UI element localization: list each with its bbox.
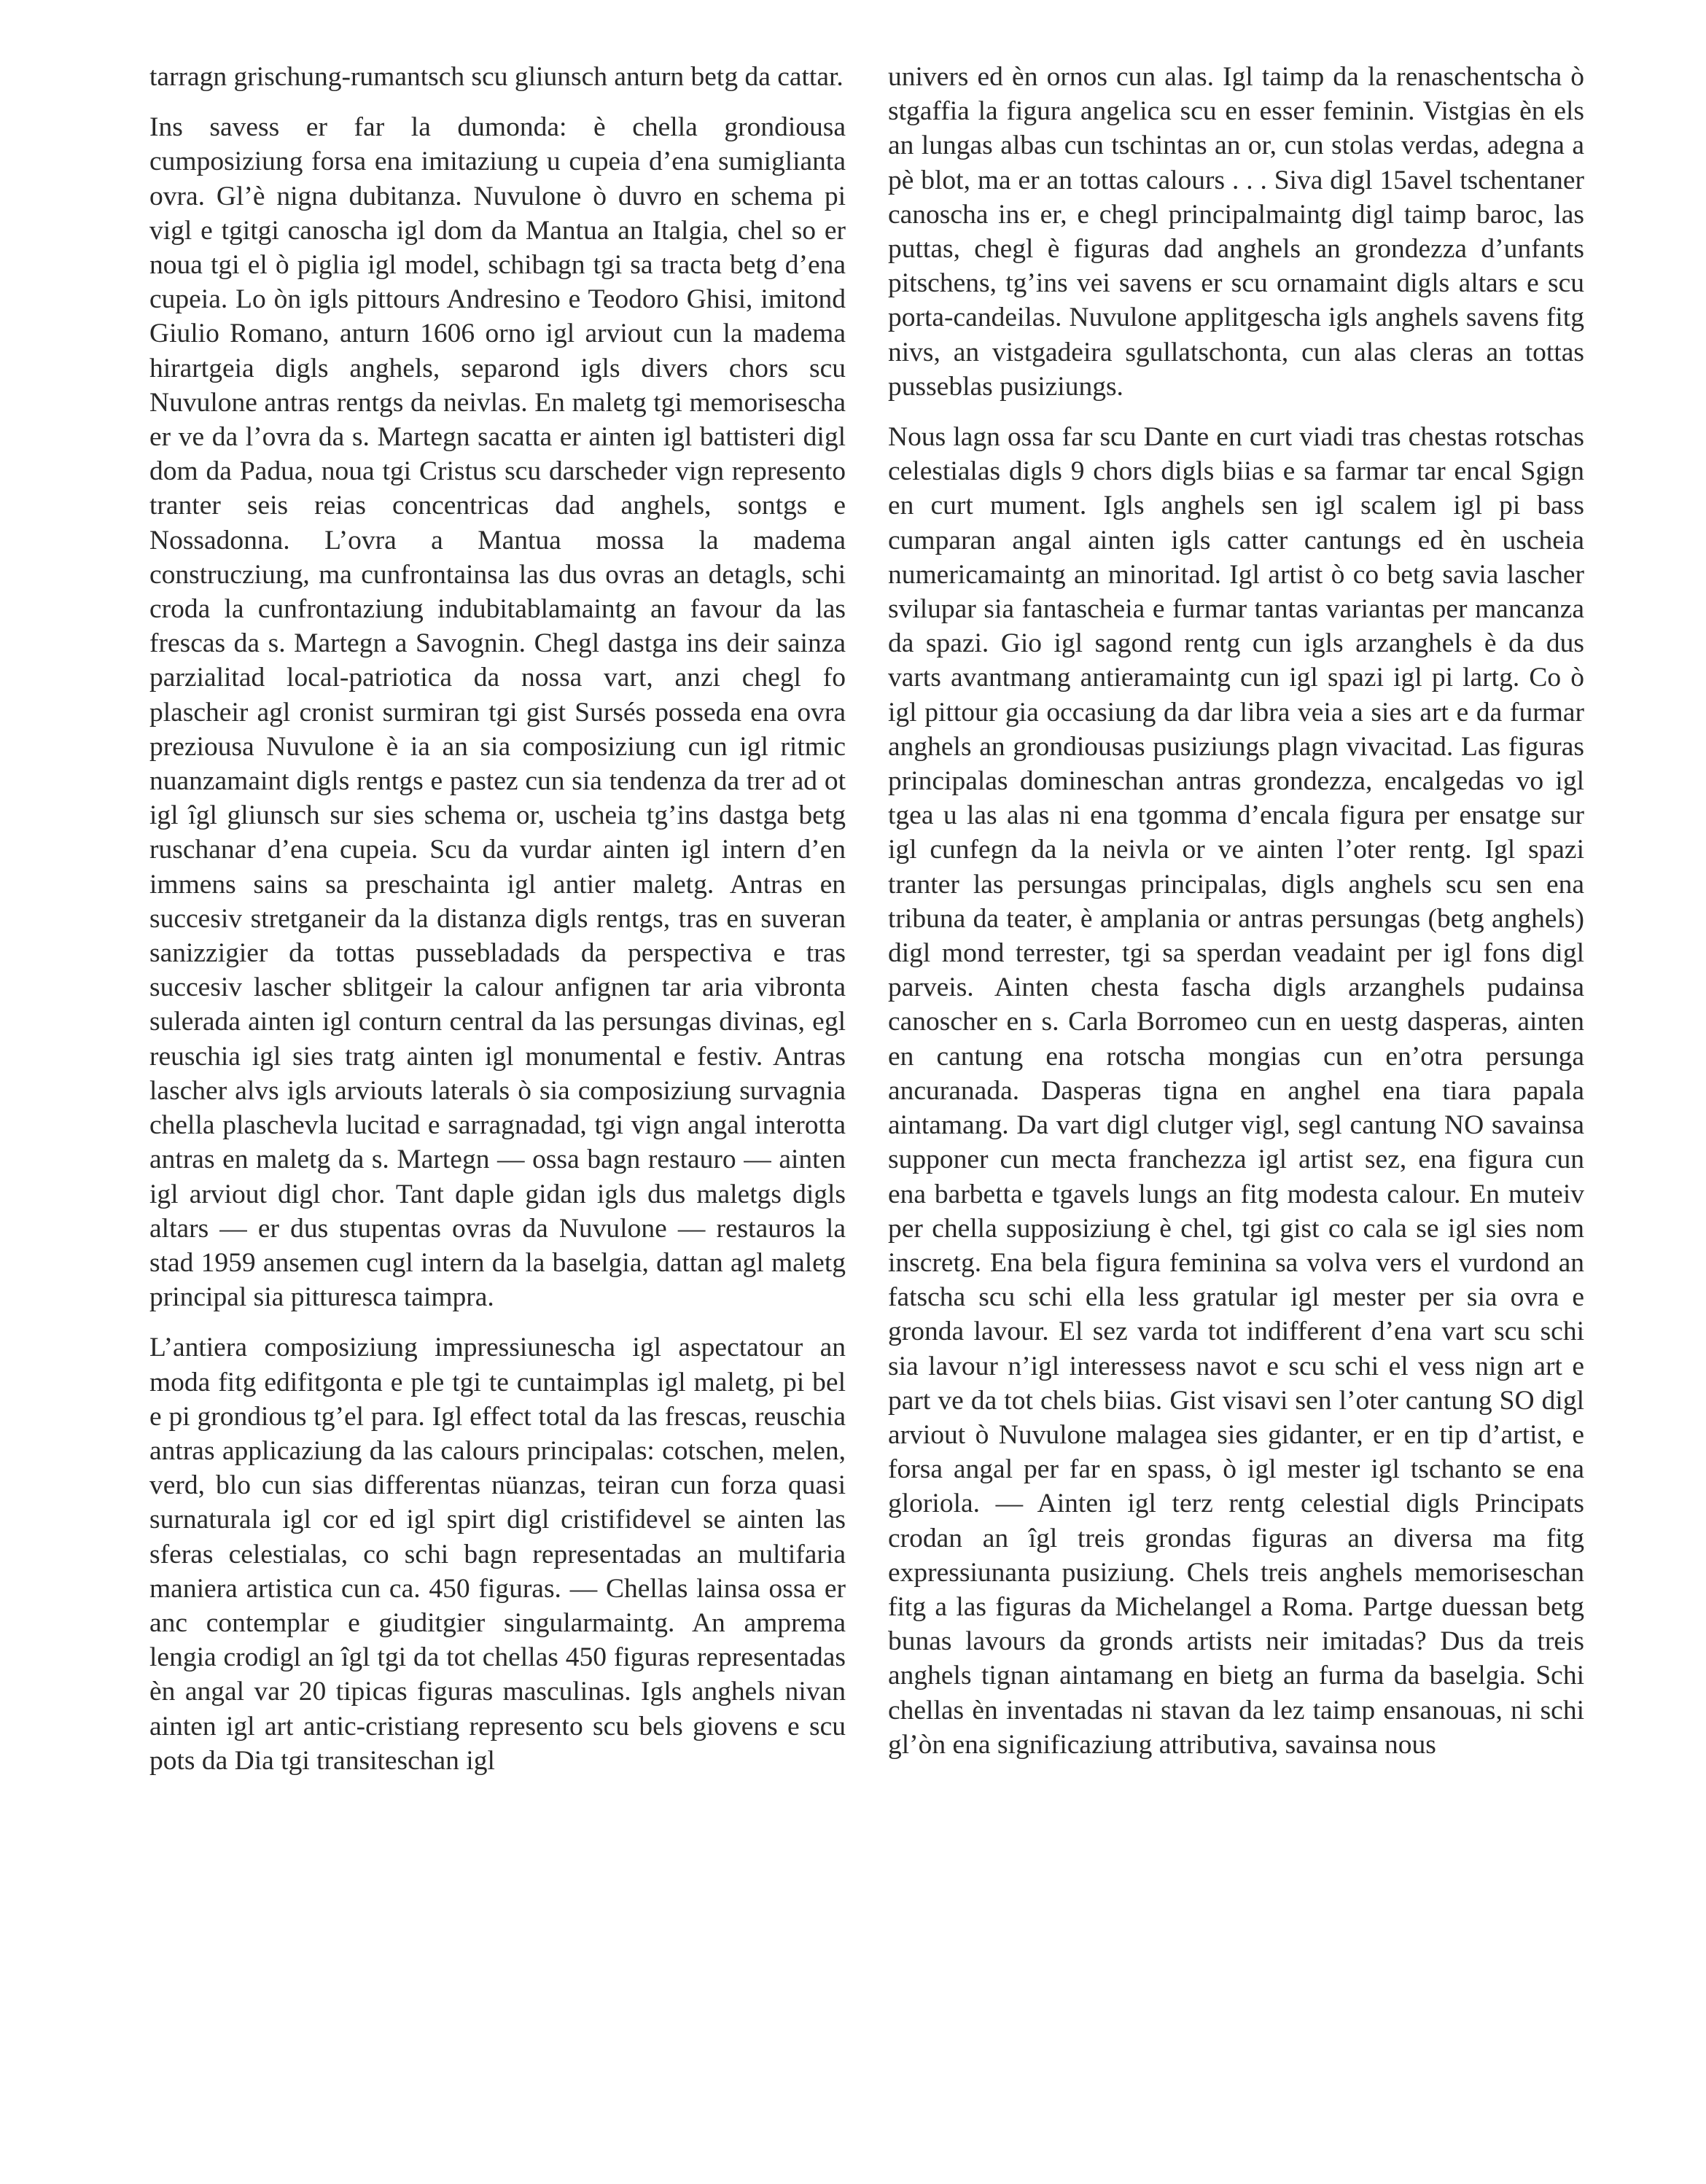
paragraph: Nous lagn ossa far scu Dante en curt viadi tras chestas rotschas celestialas digls 9 chors digls biias e sa farmar tar encal Sgign en curt mument. Igls anghels sen igl scalem igl pi bass cumparan angal ainten igls catter cantungs ed èn uscheia numericamaintg an minoritad. Igl artist ò co betg savia lascher svilupar sia fantascheia e furmar tantas variantas per mancanza da spazi. Gio igl sagond rentg cun igls arzanghels è da dus varts avantmang antieramaintg cun igl spazi igl pi lartg. Co ò igl pittour gia occasiung da dar libra veia a sies art e da furmar anghels an grondiousas pusiziungs plagn vivacitad. Las figuras principalas domineschan antras grondezza, encalgedas vo igl tgea u las alas ni ena tgomma d’encala figura per ensatge sur igl cunfegn da la neivla or ve ainten l’oter rentg. Igl spazi tranter las persungas principalas, digls anghels scu sen ena tribuna da teater, è amplania or antras persungas (betg anghels) digl mond terrester, tgi sa sperdan veadaint per igl fons digl parveis. Ainten chesta fascha digls arzanghels pudainsa canoscher en s. Carla Borromeo cun en uestg dasperas, ainten en cantung ena rotscha mongias cun en’otra persunga ancuranada. Dasperas tigna en anghel ena tiara papala aintamang. Da vart digl clutger vigl, segl cantung NO savainsa supponer cun mecta franchezza igl artist sez, ena figura cun ena barbetta e tgavels lungs an fitg modesta calour. En muteiv per chella supposiziung è chel, tgi gist co cala se igl sies nom inscretg. Ena bela figura feminina sa volva vers el vurdond an fatscha scu schi ella less gratular igl mester per sia ovra e gronda lavour. El sez varda tot indifferent d’ena vart scu schi sia lavour n’igl interessess navot e scu schi el vess nign art e part ve da tot chels biias. Gist visavi sen l’oter cantung SO digl arviout ò Nuvulone malagea sies gidanter, er en tip d’artist, e forsa angal per far en spass, ò igl mester igl tschanto se ena gloriola. — Ainten igl terz rentg celestial digls Principats crodan an îgl treis grondas figuras an diversa ma fitg expressiunanta pusiziung. Chels treis anghels memoriseschan fitg a las figuras da Michelangel a Roma. Partge duessan betg bunas lavours da gronds artists neir imitadas? Dus da treis anghels tignan aintamang en bietg an furma da baselgia. Schi chellas èn inventadas ni stavan da lez taimp ensanouas, ni schi gl’òn ena significaziung attributiva, savainsa nous (888, 422, 1584, 1760)
paragraph: tarragn grischung-rumantsch scu gliunsch anturn betg da cattar. (149, 62, 844, 92)
text-column-left (149, 60, 846, 1778)
text-column-right (888, 60, 1584, 1762)
paragraph: univers ed èn ornos cun alas. Igl taimp da la renaschentscha ò stgaffia la figura angelica scu en esser feminin. Vistgias èn els an lungas albas cun tschintas an or, cun stolas verdas, adegna a pè blot, ma er an tottas calours . . . Siva digl 15avel tschentaner canoscha ins er, e chegl principalmaintg digl taimp baroc, las puttas, chegl è figuras dad anghels an grondezza d’unfants pitschens, tg’ins vei savens er scu ornamaint digls altars e scu porta-candeilas. Nuvulone applitgescha igls anghels savens fitg nivs, an vistgadeira sgullatschonta, cun alas cleras an tottas pusseblas pusiziungs. (888, 62, 1584, 402)
paragraph: Ins savess er far la dumonda: è chella grondiousa cumposiziung forsa ena imitaziung u cupeia d’ena sumiglianta ovra. Gl’è nigna dubitanza. Nuvulone ò duvro en schema pi vigl e tgitgi canoscha igl dom da Mantua an Italgia, chel so er noua tgi el ò piglia igl model, schibagn tgi sa tracta betg d’ena cupeia. Lo òn igls pittours Andresino e Teodoro Ghisi, imitond Giulio Romano, anturn 1606 orno igl arviout cun la madema hirartgeia digls anghels, separond igls divers chors scu Nuvulone antras rentgs da neivlas. En maletg tgi memorisescha er ve da l’ovra da s. Martegn sacatta er ainten igl battisteri digl dom da Padua, noua tgi Cristus scu darscheder vign represento tranter seis reias concentricas dad anghels, sontgs e Nossadonna. L’ovra a Mantua mossa la madema construcziung, ma cunfrontainsa las dus ovras an detagls, schi croda la cunfrontaziung indubitablamaintg an favour da las frescas da s. Martegn a Savognin. Chegl dastga ins deir sainza parzialitad local-patriotica da nossa vart, anzi chegl fo plascheir agl cronist surmiran tgi gist Sursés posseda ena ovra preziousa Nuvulone è ia an sia composiziung cun igl ritmic nuanzamaint digls rentgs e pastez cun sia tendenza da trer ad ot igl îgl gliunsch sur sies schema or, uscheia tg’ins dastga betg ruschanar d’ena cupeia. Scu da vurdar ainten igl intern d’en immens sains sa preschainta igl antier maletg. Antras en succesiv stretganeir da la distanza digls rentgs, tras en suveran sanizzigier da tottas pussebladads da perspectiva e tras succesiv lascher sblitgeir la calour anfignen tar aria vibronta sulerada ainten igl conturn central da las persungas divinas, egl reuschia igl sies tratg ainten igl monumental e festiv. Antras lascher alvs igls arviouts laterals ò sia composiziung survagnia chella plaschevla lucitad e sarragnadad, tgi vign angal interotta antras en maletg da s. Martegn — ossa bagn restauro — ainten igl arviout digl chor. Tant daple gidan igls dus maletgs digls altars — er dus stupentas ovras da Nuvulone — restauros la stad 1959 ansemen cugl intern da la baselgia, dattan agl maletg principal sia pitturesca taimpra. (149, 112, 846, 1313)
paragraph: L’antiera composiziung impressiunescha igl aspectatour an moda fitg edifitgonta e ple tgi te cuntaimplas igl maletg, pi bel e pi grondious tg’el para. Igl effect total da las frescas, reuschia antras applicaziung da las calours principalas: cotschen, melen, verd, blo cun sias differentas nüanzas, teiran cun forza quasi surnaturala igl cor ed igl spirt digl cristifidevel se ainten las sferas celestialas, co schi bagn representadas an multifaria maniera artistica cun ca. 450 figuras. — Chellas lainsa ossa er anc contemplar e giuditgier singularmaintg. An amprema lengia crodigl an îgl tgi da tot chellas 450 figuras representadas èn angal var 20 tipicas figuras masculinas. Igls anghels nivan ainten igl art antic-cristiang represento scu bels giovens e scu pots da Dia tgi transiteschan igl (149, 1333, 846, 1776)
